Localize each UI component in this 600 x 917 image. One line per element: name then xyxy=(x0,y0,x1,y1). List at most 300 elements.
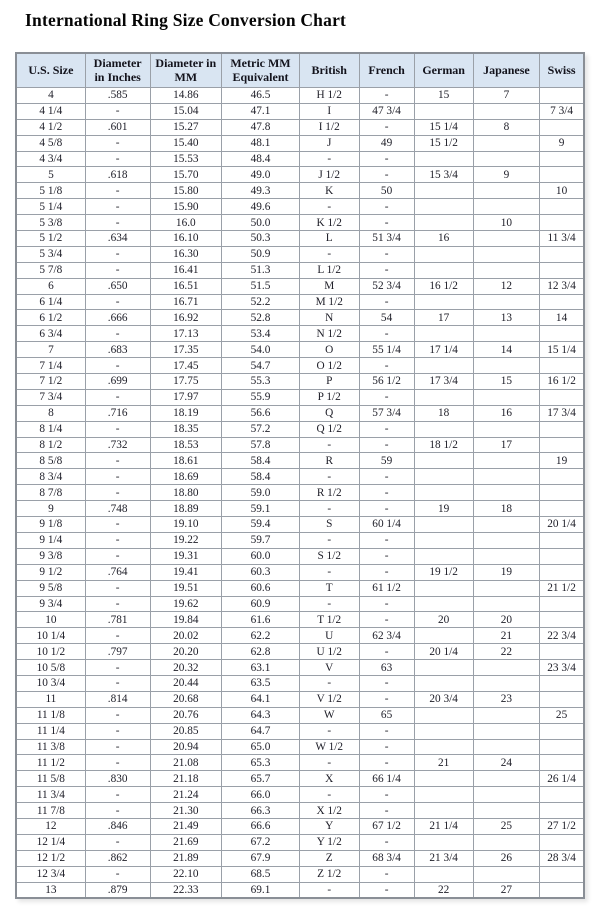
table-cell: 21.24 xyxy=(150,787,222,803)
table-cell: .601 xyxy=(85,119,150,135)
table-cell xyxy=(540,739,584,755)
table-cell: 16.41 xyxy=(150,262,222,278)
table-cell: - xyxy=(359,262,414,278)
table-row xyxy=(16,501,584,517)
table-cell: 12 1/2 xyxy=(16,850,85,866)
table-cell: 15.90 xyxy=(150,199,222,215)
table-cell: - xyxy=(359,691,414,707)
table-cell: 9 3/8 xyxy=(16,548,85,564)
table-cell: 17 xyxy=(473,437,539,453)
table-cell xyxy=(473,834,539,850)
column-header: Diameter in MM xyxy=(150,53,222,88)
column-header: Diameter in Inches xyxy=(85,53,150,88)
table-cell: 27 1/2 xyxy=(540,818,584,834)
table-cell: 19.51 xyxy=(150,580,222,596)
table-cell xyxy=(414,215,473,231)
table-row xyxy=(16,167,584,183)
table-cell xyxy=(540,548,584,564)
table-cell: 10 1/4 xyxy=(16,628,85,644)
table-cell: 19.31 xyxy=(150,548,222,564)
table-cell: U 1/2 xyxy=(299,644,359,660)
table-cell: 10 xyxy=(540,183,584,199)
table-cell: 20 xyxy=(414,612,473,628)
table-cell xyxy=(473,548,539,564)
table-cell: 56 1/2 xyxy=(359,374,414,390)
table-cell: 10 xyxy=(16,612,85,628)
table-cell: 9 3/4 xyxy=(16,596,85,612)
table-row xyxy=(16,469,584,485)
table-cell: 10 xyxy=(473,215,539,231)
table-cell: - xyxy=(359,834,414,850)
table-cell: .781 xyxy=(85,612,150,628)
table-cell: 22.10 xyxy=(150,866,222,882)
table-cell: 13 xyxy=(16,882,85,898)
table-cell: - xyxy=(299,151,359,167)
table-body xyxy=(16,88,584,899)
table-cell: 48.1 xyxy=(222,135,300,151)
table-cell: - xyxy=(359,532,414,548)
table-cell: 15 3/4 xyxy=(414,167,473,183)
table-cell: - xyxy=(85,326,150,342)
table-cell: 66.0 xyxy=(222,787,300,803)
table-cell: .814 xyxy=(85,691,150,707)
table-cell: 8 1/2 xyxy=(16,437,85,453)
table-cell: 16.10 xyxy=(150,231,222,247)
table-cell: 61 1/2 xyxy=(359,580,414,596)
table-row xyxy=(16,596,584,612)
table-cell: 9 1/8 xyxy=(16,517,85,533)
table-cell xyxy=(414,723,473,739)
table-row xyxy=(16,660,584,676)
table-row xyxy=(16,342,584,358)
table-cell xyxy=(473,739,539,755)
table-cell: 4 1/2 xyxy=(16,119,85,135)
column-header: French xyxy=(359,53,414,88)
table-cell: - xyxy=(359,803,414,819)
table-cell xyxy=(414,596,473,612)
table-cell: 7 xyxy=(473,88,539,104)
table-cell: 8 7/8 xyxy=(16,485,85,501)
table-cell: 48.4 xyxy=(222,151,300,167)
table-cell: 15 1/4 xyxy=(414,119,473,135)
table-cell: 67 1/2 xyxy=(359,818,414,834)
table-cell: .797 xyxy=(85,644,150,660)
table-cell: 21.69 xyxy=(150,834,222,850)
table-cell: 16.0 xyxy=(150,215,222,231)
table-cell: 12 1/4 xyxy=(16,834,85,850)
table-cell: - xyxy=(359,294,414,310)
table-cell: 56.6 xyxy=(222,405,300,421)
table-cell: .683 xyxy=(85,342,150,358)
table-cell: 65.0 xyxy=(222,739,300,755)
table-cell: 66.6 xyxy=(222,818,300,834)
table-cell: - xyxy=(85,675,150,691)
table-cell xyxy=(414,675,473,691)
table-cell: H 1/2 xyxy=(299,88,359,104)
table-cell: - xyxy=(359,421,414,437)
table-cell: 60.9 xyxy=(222,596,300,612)
table-cell xyxy=(414,294,473,310)
table-cell: 49.6 xyxy=(222,199,300,215)
table-cell: 26 1/4 xyxy=(540,771,584,787)
table-cell xyxy=(540,803,584,819)
table-cell xyxy=(473,580,539,596)
table-cell: 14 xyxy=(540,310,584,326)
table-cell: - xyxy=(359,501,414,517)
table-cell: .862 xyxy=(85,850,150,866)
table-cell: 20.20 xyxy=(150,644,222,660)
table-cell: - xyxy=(359,644,414,660)
table-row xyxy=(16,119,584,135)
table-cell xyxy=(414,389,473,405)
table-row xyxy=(16,421,584,437)
table-cell: 21.89 xyxy=(150,850,222,866)
table-cell: 15.80 xyxy=(150,183,222,199)
table-cell: 19 xyxy=(540,453,584,469)
table-row xyxy=(16,564,584,580)
table-header-row xyxy=(16,53,584,88)
table-cell: - xyxy=(85,548,150,564)
table-cell: J xyxy=(299,135,359,151)
table-cell xyxy=(414,771,473,787)
table-cell xyxy=(473,326,539,342)
table-cell xyxy=(473,707,539,723)
table-cell: 11 3/4 xyxy=(540,231,584,247)
table-cell xyxy=(414,787,473,803)
table-cell: L 1/2 xyxy=(299,262,359,278)
table-cell: 19.10 xyxy=(150,517,222,533)
table-cell: 50 xyxy=(359,183,414,199)
table-cell xyxy=(540,88,584,104)
table-cell: 11 1/8 xyxy=(16,707,85,723)
table-cell: - xyxy=(85,199,150,215)
table-cell xyxy=(540,564,584,580)
table-cell: 64.1 xyxy=(222,691,300,707)
table-cell xyxy=(414,262,473,278)
table-cell: T 1/2 xyxy=(299,612,359,628)
table-cell xyxy=(414,183,473,199)
table-row xyxy=(16,548,584,564)
table-cell xyxy=(540,612,584,628)
table-cell: K 1/2 xyxy=(299,215,359,231)
table-cell: 55.9 xyxy=(222,389,300,405)
table-cell: - xyxy=(85,532,150,548)
table-cell xyxy=(540,501,584,517)
table-cell: 9 xyxy=(473,167,539,183)
table-cell: Y 1/2 xyxy=(299,834,359,850)
table-cell: V xyxy=(299,660,359,676)
table-cell xyxy=(473,199,539,215)
table-cell: 19 1/2 xyxy=(414,564,473,580)
table-cell xyxy=(540,469,584,485)
table-cell xyxy=(540,691,584,707)
table-row xyxy=(16,231,584,247)
table-row xyxy=(16,246,584,262)
table-cell xyxy=(473,262,539,278)
table-cell: 20 xyxy=(473,612,539,628)
table-cell: 18.53 xyxy=(150,437,222,453)
table-cell: 19 xyxy=(414,501,473,517)
table-row xyxy=(16,723,584,739)
table-cell: 11 3/4 xyxy=(16,787,85,803)
table-cell: 9 5/8 xyxy=(16,580,85,596)
table-row xyxy=(16,262,584,278)
table-cell xyxy=(540,532,584,548)
table-cell: 64.3 xyxy=(222,707,300,723)
table-cell: - xyxy=(85,707,150,723)
table-row xyxy=(16,691,584,707)
table-cell: 51.3 xyxy=(222,262,300,278)
table-cell: 5 3/4 xyxy=(16,246,85,262)
table-cell: - xyxy=(85,421,150,437)
table-cell: 9 xyxy=(540,135,584,151)
table-cell: - xyxy=(85,517,150,533)
table-cell: 7 1/2 xyxy=(16,374,85,390)
table-cell: - xyxy=(85,469,150,485)
table-cell: - xyxy=(85,866,150,882)
table-row xyxy=(16,151,584,167)
table-cell: 46.5 xyxy=(222,88,300,104)
table-cell: 16 xyxy=(414,231,473,247)
table-cell xyxy=(540,834,584,850)
table-cell: 20.68 xyxy=(150,691,222,707)
table-cell: 24 xyxy=(473,755,539,771)
table-cell: 18 xyxy=(473,501,539,517)
table-cell: 19.41 xyxy=(150,564,222,580)
table-cell: 60 1/4 xyxy=(359,517,414,533)
table-cell: O 1/2 xyxy=(299,358,359,374)
table-cell: - xyxy=(359,675,414,691)
table-cell: 27 xyxy=(473,882,539,898)
table-cell: 12 3/4 xyxy=(540,278,584,294)
table-row xyxy=(16,644,584,660)
table-cell: 19.62 xyxy=(150,596,222,612)
table-cell: 7 1/4 xyxy=(16,358,85,374)
table-cell: 9 1/4 xyxy=(16,532,85,548)
table-cell: 17 3/4 xyxy=(414,374,473,390)
table-cell: 59.1 xyxy=(222,501,300,517)
table-cell: 18.69 xyxy=(150,469,222,485)
table-cell: 17 xyxy=(414,310,473,326)
table-row xyxy=(16,405,584,421)
table-cell: 25 xyxy=(473,818,539,834)
table-cell: 11 1/2 xyxy=(16,755,85,771)
table-cell: .716 xyxy=(85,405,150,421)
table-cell: 8 xyxy=(473,119,539,135)
table-cell: 16 1/2 xyxy=(414,278,473,294)
table-row xyxy=(16,517,584,533)
table-row xyxy=(16,739,584,755)
table-row xyxy=(16,803,584,819)
table-row xyxy=(16,532,584,548)
table-cell: - xyxy=(359,389,414,405)
table-cell: 11 1/4 xyxy=(16,723,85,739)
table-cell: 52 3/4 xyxy=(359,278,414,294)
table-cell xyxy=(540,437,584,453)
table-cell: .732 xyxy=(85,437,150,453)
table-cell: .618 xyxy=(85,167,150,183)
table-cell: 23 xyxy=(473,691,539,707)
table-cell xyxy=(473,771,539,787)
table-cell xyxy=(473,532,539,548)
table-cell: - xyxy=(85,628,150,644)
table-cell: 54 xyxy=(359,310,414,326)
table-cell: 15 1/2 xyxy=(414,135,473,151)
table-cell: 17.97 xyxy=(150,389,222,405)
table-cell: - xyxy=(299,437,359,453)
table-cell: - xyxy=(359,596,414,612)
table-row xyxy=(16,866,584,882)
table-row xyxy=(16,310,584,326)
column-header: British xyxy=(299,53,359,88)
table-cell: 63 xyxy=(359,660,414,676)
table-cell xyxy=(473,596,539,612)
table-cell: 16 1/2 xyxy=(540,374,584,390)
table-cell: 21 xyxy=(473,628,539,644)
table-cell: 5 1/8 xyxy=(16,183,85,199)
table-cell: - xyxy=(359,882,414,898)
table-cell: 22 xyxy=(414,882,473,898)
table-row xyxy=(16,787,584,803)
table-cell: 49.3 xyxy=(222,183,300,199)
table-cell: 47.8 xyxy=(222,119,300,135)
table-cell: 59.0 xyxy=(222,485,300,501)
table-cell xyxy=(414,421,473,437)
table-cell: V 1/2 xyxy=(299,691,359,707)
table-cell: 9 xyxy=(16,501,85,517)
table-row xyxy=(16,612,584,628)
table-cell xyxy=(473,358,539,374)
table-cell: .846 xyxy=(85,818,150,834)
table-cell: - xyxy=(85,787,150,803)
column-header: U.S. Size xyxy=(16,53,85,88)
table-cell xyxy=(540,644,584,660)
table-cell: - xyxy=(299,532,359,548)
table-cell: 20 3/4 xyxy=(414,691,473,707)
table-row xyxy=(16,389,584,405)
table-cell: W 1/2 xyxy=(299,739,359,755)
table-cell: 17 1/4 xyxy=(414,342,473,358)
column-header: Japanese xyxy=(473,53,539,88)
table-cell: - xyxy=(299,755,359,771)
table-cell: - xyxy=(359,612,414,628)
table-cell: - xyxy=(359,167,414,183)
table-cell: 65.3 xyxy=(222,755,300,771)
table-cell: M xyxy=(299,278,359,294)
table-cell: 16.30 xyxy=(150,246,222,262)
table-cell: Z xyxy=(299,850,359,866)
table-cell xyxy=(414,469,473,485)
table-cell: - xyxy=(359,866,414,882)
table-cell: - xyxy=(359,564,414,580)
table-row xyxy=(16,707,584,723)
table-cell xyxy=(540,866,584,882)
table-cell xyxy=(540,262,584,278)
table-cell: 20.44 xyxy=(150,675,222,691)
table-cell: 54.0 xyxy=(222,342,300,358)
table-row xyxy=(16,818,584,834)
table-cell: 4 1/4 xyxy=(16,103,85,119)
column-header: Swiss xyxy=(540,53,584,88)
table-cell: 19 xyxy=(473,564,539,580)
table-cell: 17.13 xyxy=(150,326,222,342)
table-row xyxy=(16,103,584,119)
table-cell xyxy=(414,739,473,755)
table-cell: 12 xyxy=(473,278,539,294)
table-cell: 68 3/4 xyxy=(359,850,414,866)
table-cell: - xyxy=(359,119,414,135)
table-cell: .748 xyxy=(85,501,150,517)
table-cell xyxy=(473,246,539,262)
table-cell: I 1/2 xyxy=(299,119,359,135)
table-cell: 21.08 xyxy=(150,755,222,771)
table-cell: 5 1/4 xyxy=(16,199,85,215)
table-cell: J 1/2 xyxy=(299,167,359,183)
table-cell: 18.19 xyxy=(150,405,222,421)
table-cell: - xyxy=(85,803,150,819)
table-cell xyxy=(473,469,539,485)
table-cell xyxy=(473,453,539,469)
table-cell: 57 3/4 xyxy=(359,405,414,421)
table-cell: 10 5/8 xyxy=(16,660,85,676)
table-cell: - xyxy=(359,548,414,564)
table-cell xyxy=(473,660,539,676)
table-cell: 20.94 xyxy=(150,739,222,755)
table-row xyxy=(16,580,584,596)
table-cell: - xyxy=(359,246,414,262)
table-cell: 17 3/4 xyxy=(540,405,584,421)
table-cell: 6 3/4 xyxy=(16,326,85,342)
table-cell: .830 xyxy=(85,771,150,787)
table-cell xyxy=(473,803,539,819)
table-cell xyxy=(414,103,473,119)
table-cell xyxy=(414,246,473,262)
table-cell: 18.35 xyxy=(150,421,222,437)
table-cell: 15 1/4 xyxy=(540,342,584,358)
table-cell: - xyxy=(85,580,150,596)
table-cell xyxy=(540,787,584,803)
table-row xyxy=(16,882,584,898)
table-cell: 15.53 xyxy=(150,151,222,167)
table-cell xyxy=(540,675,584,691)
table-cell xyxy=(473,485,539,501)
table-cell: - xyxy=(85,453,150,469)
table-cell: .634 xyxy=(85,231,150,247)
table-cell xyxy=(414,803,473,819)
table-cell xyxy=(414,199,473,215)
table-cell: 16.92 xyxy=(150,310,222,326)
table-row xyxy=(16,326,584,342)
table-cell: X xyxy=(299,771,359,787)
table-cell: 5 1/2 xyxy=(16,231,85,247)
table-cell: 60.6 xyxy=(222,580,300,596)
table-row xyxy=(16,135,584,151)
table-cell: - xyxy=(359,469,414,485)
table-cell xyxy=(540,421,584,437)
table-cell: 4 xyxy=(16,88,85,104)
table-cell: 69.1 xyxy=(222,882,300,898)
table-cell: - xyxy=(299,469,359,485)
table-cell: - xyxy=(359,755,414,771)
table-cell: 13 xyxy=(473,310,539,326)
table-cell: 18 1/2 xyxy=(414,437,473,453)
table-cell: 52.2 xyxy=(222,294,300,310)
table-cell: 8 1/4 xyxy=(16,421,85,437)
table-cell xyxy=(473,675,539,691)
table-cell: - xyxy=(359,358,414,374)
table-cell: N xyxy=(299,310,359,326)
table-cell: - xyxy=(359,215,414,231)
